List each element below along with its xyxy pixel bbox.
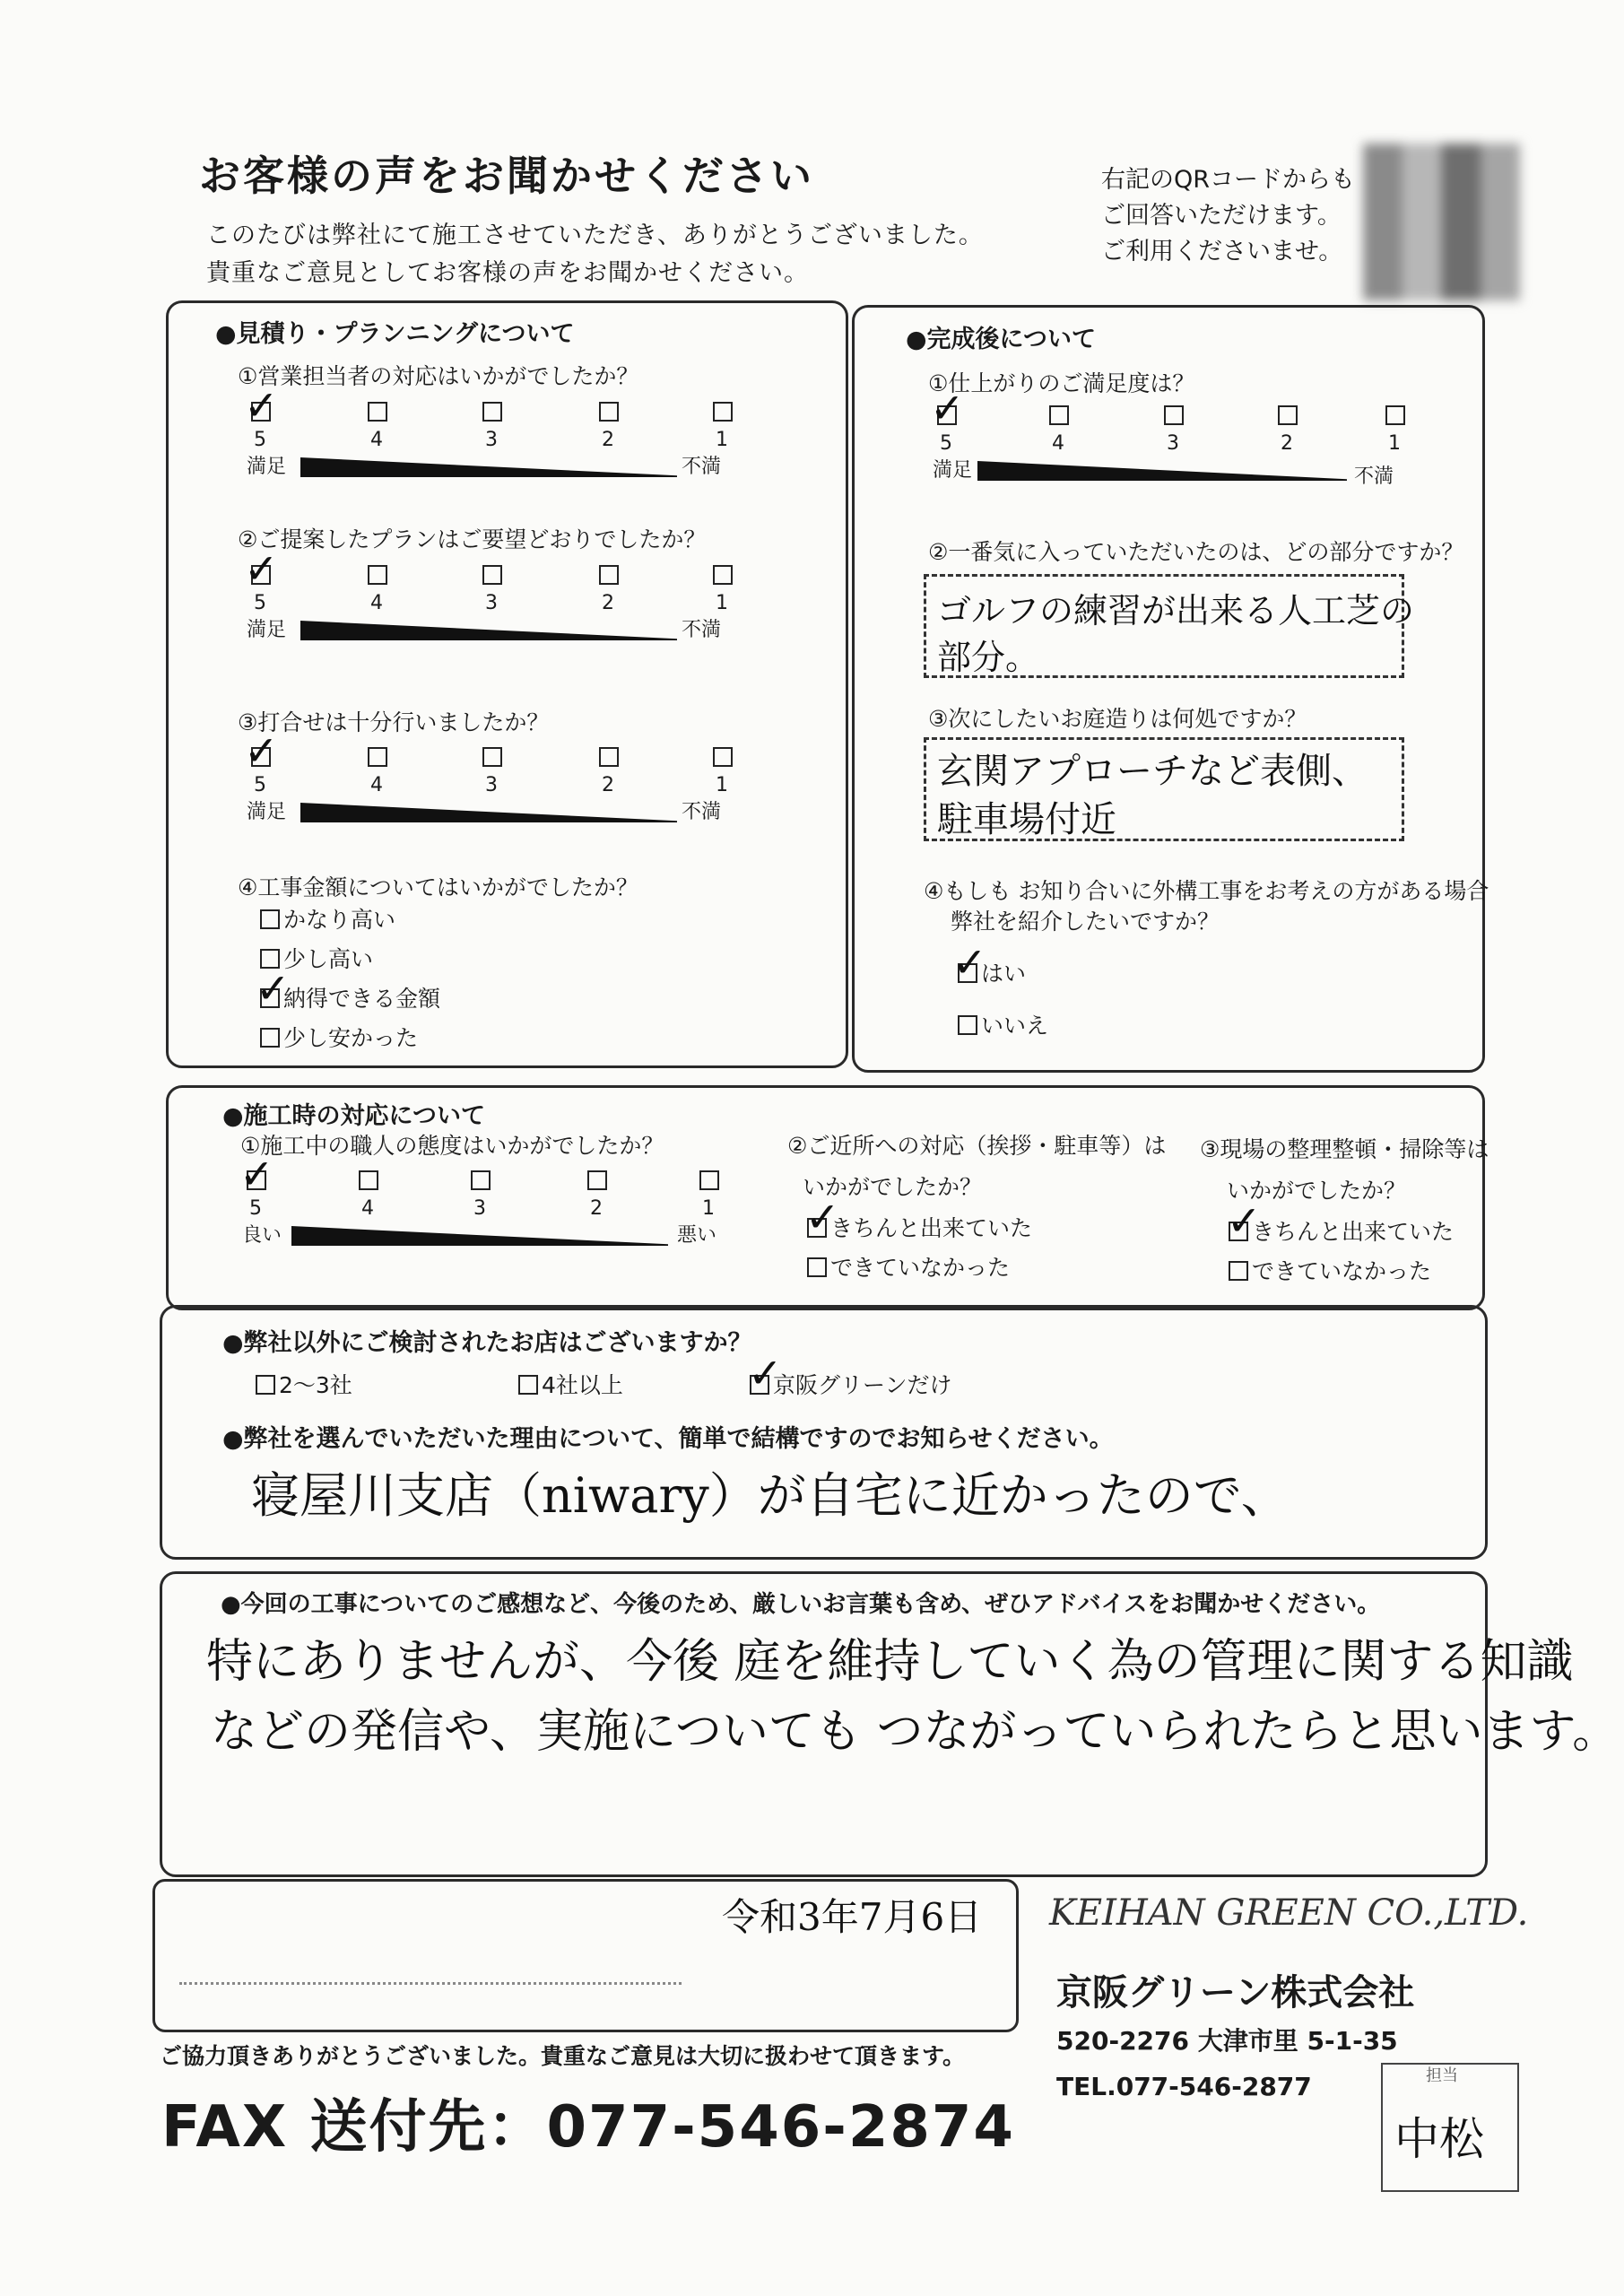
company-address: 520-2276 大津市里 5-1-35 (1056, 2026, 1398, 2056)
recommend-yes-option[interactable]: はい (958, 956, 1026, 988)
completion-q3: ③次にしたいお庭造りは何処ですか？ (928, 706, 1307, 732)
construction-q1: ①施工中の職人の態度はいかがでしたか？ (240, 1133, 664, 1159)
check-mark-icon: ✓ (244, 381, 279, 430)
scale-checkbox-1[interactable] (1385, 405, 1405, 425)
scale-checkbox-4[interactable] (1049, 405, 1069, 425)
planning-q3: ③打合せは十分行いましたか？ (238, 709, 550, 735)
scale-num-2: 2 (602, 429, 614, 451)
checkbox[interactable] (807, 1257, 827, 1277)
scale-num-5: 5 (249, 1197, 262, 1220)
stamp-label: 担当 (1426, 2066, 1458, 2085)
scale-bar (977, 461, 1347, 481)
page-title: お客様の声をお聞かせください (199, 152, 814, 200)
satisfied-label: 満足 (247, 619, 287, 641)
check-mark-icon: ✓ (930, 384, 965, 432)
planning-q4: ④工事金額についてはいかがでしたか？ (238, 874, 638, 900)
check-mark-icon: ✓ (256, 964, 291, 1013)
qr-line-1: 右記のQRコードからも (1101, 166, 1356, 194)
planning-q2: ②ご提案したプランはご要望どおりでしたか？ (238, 526, 707, 552)
scale-num-2: 2 (1281, 432, 1293, 455)
redacted-name-line (179, 1982, 682, 1985)
other-stores-question: ●弊社以外にご検討されたお店はございますか？ (222, 1329, 752, 1357)
staff-name: 中松 (1394, 2113, 1484, 2165)
scale-num-5: 5 (254, 429, 266, 451)
price-option-very-high[interactable]: かなり高い (260, 902, 395, 935)
checkbox[interactable] (256, 1375, 275, 1395)
reason-question: ●弊社を選んでいただいた理由について、簡単で結構ですのでお知らせください。 (222, 1425, 1114, 1453)
checkbox[interactable] (1229, 1261, 1248, 1281)
completion-q4-line-1: ④もしも お知り合いに外構工事をお考えの方がある場合 (924, 878, 1489, 904)
scale-num-3: 3 (1167, 432, 1179, 455)
scale-num-1: 1 (702, 1197, 715, 1220)
neighbor-bad-option[interactable]: できていなかった (807, 1250, 1010, 1283)
neighbor-good-option[interactable]: きちんと出来ていた (807, 1211, 1032, 1243)
completion-q4-line-2: 弊社を紹介したいですか？ (951, 909, 1220, 935)
scale-num-1: 1 (716, 774, 728, 796)
construction-q2-line-1: ②ご近所への対応（挨拶・駐車等）は (787, 1133, 1167, 1159)
scale-num-1: 1 (716, 429, 728, 451)
thanks-note: ご協力頂きありがとうございました。貴重なご意見は大切に扱わせて頂きます。 (160, 2043, 966, 2069)
scale-checkbox-2[interactable] (599, 747, 619, 767)
check-mark-icon: ✓ (1227, 1196, 1262, 1245)
stores-option-4-plus[interactable]: 4社以上 (518, 1368, 623, 1400)
scale-checkbox-1[interactable] (713, 402, 733, 422)
scale-checkbox-4[interactable] (368, 402, 387, 422)
scale-num-3: 3 (485, 592, 498, 614)
scale-checkbox-4[interactable] (368, 565, 387, 585)
intro-line-1: このたびは弊社にて施工させていただき、ありがとうございました。 (206, 222, 984, 249)
scale-num-4: 4 (361, 1197, 374, 1220)
check-mark-icon: ✓ (952, 938, 987, 987)
checkbox[interactable] (958, 1015, 977, 1035)
stores-option-2-3[interactable]: 2〜3社 (256, 1368, 352, 1400)
price-option-slightly-high[interactable]: 少し高い (260, 942, 373, 974)
completion-q1: ①仕上がりのご満足度は？ (928, 370, 1195, 396)
planning-q1: ①営業担当者の対応はいかがでしたか？ (238, 363, 639, 389)
qr-line-3: ご利用くださいませ。 (1101, 238, 1343, 265)
scale-bar (300, 621, 677, 640)
scale-checkbox-3[interactable] (1164, 405, 1184, 425)
scale-num-2: 2 (590, 1197, 603, 1220)
scale-checkbox-3[interactable] (482, 747, 502, 767)
scale-num-4: 4 (1052, 432, 1064, 455)
planning-heading: ●見積り・プランニングについて (215, 320, 575, 348)
unsatisfied-label: 不満 (682, 619, 722, 641)
scale-checkbox-1[interactable] (713, 565, 733, 585)
advice-answer-line-2: などの発信や、実施についても つながっていられたらと思います。 (211, 1705, 1620, 1759)
scale-checkbox-2[interactable] (1278, 405, 1298, 425)
company-tel: TEL.077-546-2877 (1056, 2072, 1312, 2101)
scale-num-4: 4 (370, 774, 383, 796)
company-name: 京阪グリーン株式会社 (1056, 1972, 1415, 2013)
fax-number: FAX 送付先：077-546-2874 (161, 2094, 1015, 2161)
qr-line-2: ご回答いただけます。 (1101, 202, 1342, 230)
stores-option-keihan-only[interactable]: 京阪グリーンだけ (750, 1368, 952, 1400)
scale-num-5: 5 (254, 774, 266, 796)
scale-checkbox-3[interactable] (482, 565, 502, 585)
company-logo: KEIHAN GREEN CO.,LTD. (1049, 1892, 1529, 1934)
scale-checkbox-4[interactable] (359, 1170, 378, 1190)
satisfied-label: 満足 (247, 801, 287, 823)
completion-q2: ②一番気に入っていただいたのは、どの部分ですか？ (928, 539, 1464, 565)
scale-num-4: 4 (370, 429, 383, 451)
construction-q3-line-2: いかがでしたか？ (1227, 1178, 1407, 1204)
favorite-answer-line-1: ゴルフの練習が出来る人工芝の (937, 591, 1415, 631)
scale-num-5: 5 (940, 432, 952, 455)
site-bad-option[interactable]: できていなかった (1229, 1254, 1431, 1286)
scale-num-3: 3 (485, 774, 498, 796)
advice-question: ●今回の工事についてのご感想など、今後のため、厳しいお言葉も含め、ぜひアドバイスをお聞かせください。 (221, 1591, 1381, 1618)
price-option-slightly-cheap[interactable]: 少し安かった (260, 1021, 418, 1053)
construction-q3-line-1: ③現場の整理整頓・掃除等は (1200, 1136, 1489, 1162)
recommend-no-option[interactable]: いいえ (958, 1008, 1048, 1040)
unsatisfied-label: 不満 (682, 801, 722, 823)
scale-num-5: 5 (254, 592, 266, 614)
scale-bar (291, 1226, 668, 1246)
scale-num-2: 2 (602, 774, 614, 796)
scale-num-1: 1 (1388, 432, 1401, 455)
checkbox[interactable] (518, 1375, 538, 1395)
scale-num-3: 3 (485, 429, 498, 451)
next-answer-line-1: 玄関アプローチなど表側、 (937, 751, 1368, 792)
scale-checkbox-4[interactable] (368, 747, 387, 767)
planning-q2-scale (247, 565, 731, 718)
construction-q1-scale (242, 1170, 726, 1323)
next-answer-line-2: 駐車場付近 (937, 799, 1116, 840)
scale-num-3: 3 (473, 1197, 486, 1220)
date: 令和3年7月6日 (722, 1895, 983, 1939)
scale-checkbox-2[interactable] (599, 402, 619, 422)
check-mark-icon: ✓ (748, 1349, 783, 1397)
satisfied-label: 満足 (247, 456, 287, 478)
intro-line-2: 貴重なご意見としてお客様の声をお聞かせください。 (206, 259, 809, 287)
checkbox[interactable] (260, 909, 280, 929)
scale-checkbox-3[interactable] (482, 402, 502, 422)
scale-checkbox-2[interactable] (587, 1170, 607, 1190)
scale-num-4: 4 (370, 592, 383, 614)
check-mark-icon: ✓ (805, 1193, 840, 1241)
qr-code[interactable] (1363, 144, 1520, 300)
bad-label: 悪い (677, 1224, 717, 1247)
unsatisfied-label: 不満 (1354, 465, 1394, 488)
site-good-option[interactable]: きちんと出来ていた (1229, 1214, 1454, 1247)
price-option-reasonable[interactable]: 納得できる金額 (260, 981, 440, 1013)
construction-q2-line-2: いかがでしたか？ (803, 1174, 983, 1200)
completion-heading: ●完成後について (906, 326, 1097, 353)
check-mark-icon: ✓ (244, 544, 279, 593)
scale-num-2: 2 (602, 592, 614, 614)
check-mark-icon: ✓ (244, 726, 279, 775)
unsatisfied-label: 不満 (682, 456, 722, 478)
scale-bar (300, 457, 677, 477)
scale-checkbox-3[interactable] (471, 1170, 491, 1190)
scale-checkbox-1[interactable] (699, 1170, 719, 1190)
construction-heading: ●施工時の対応について (222, 1102, 486, 1130)
reason-answer: 寝屋川支店（niwary）が自宅に近かったので、 (251, 1467, 1290, 1524)
good-label: 良い (242, 1224, 282, 1247)
favorite-answer-line-2: 部分。 (937, 638, 1040, 677)
scale-checkbox-1[interactable] (713, 747, 733, 767)
satisfied-label: 満足 (933, 459, 973, 482)
scale-bar (300, 803, 677, 822)
scale-num-1: 1 (716, 592, 728, 614)
scale-checkbox-2[interactable] (599, 565, 619, 585)
advice-answer-line-1: 特にありませんが、今後 庭を維持していく為の管理に関する知識 (206, 1635, 1574, 1689)
checkbox[interactable] (260, 1028, 280, 1048)
check-mark-icon: ✓ (239, 1150, 274, 1198)
